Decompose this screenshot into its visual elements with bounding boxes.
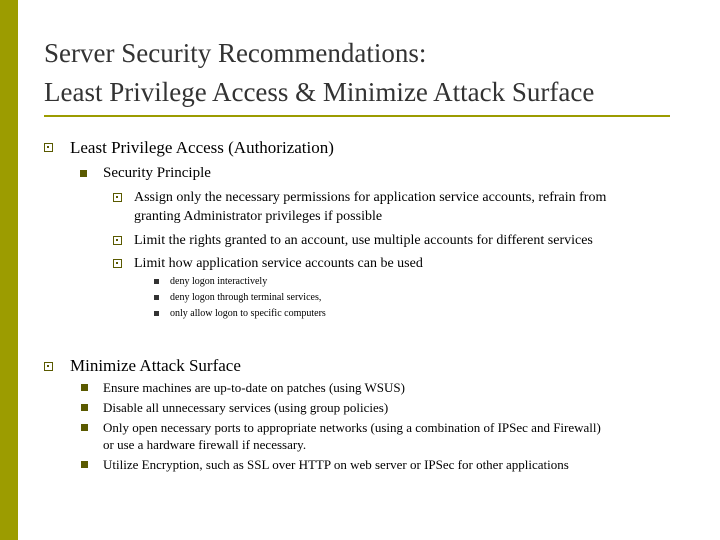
subpoint-3: only allow logon to specific computers <box>170 308 326 319</box>
open-square-bullet-icon <box>113 259 122 268</box>
filled-square-bullet-icon <box>81 384 88 391</box>
filled-square-bullet-icon <box>81 461 88 468</box>
title-line-1: Server Security Recommendations: <box>44 38 427 68</box>
small-square-bullet-icon <box>154 295 159 300</box>
title-line-2: Least Privilege Access & Minimize Attack Surface <box>44 77 595 107</box>
slide-title <box>44 34 714 112</box>
section1-heading: Least Privilege Access (Authorization) <box>70 138 334 157</box>
filled-square-bullet-icon <box>81 404 88 411</box>
subpoint-1: deny logon interactively <box>170 276 268 287</box>
point-2: Limit the rights granted to an account, use multiple accounts for different services <box>134 233 593 248</box>
subpoint-2: deny logon through terminal services, <box>170 292 322 303</box>
attack-item-4: Utilize Encryption, such as SSL over HTTP on web server or IPSec for other applications <box>103 457 569 472</box>
point-1-line-1: Assign only the necessary permissions for application service accounts, refrain from <box>134 190 607 205</box>
open-square-bullet-icon <box>113 236 122 245</box>
small-square-bullet-icon <box>154 311 159 316</box>
filled-square-bullet-icon <box>81 424 88 431</box>
point-1-line-2: granting Administrator privileges if possible <box>134 209 383 224</box>
title-divider <box>44 115 670 117</box>
open-square-bullet-icon <box>44 143 53 152</box>
open-square-bullet-icon <box>113 193 122 202</box>
small-square-bullet-icon <box>154 279 159 284</box>
attack-item-1: Ensure machines are up-to-date on patches (using WSUS) <box>103 380 405 395</box>
attack-item-3-line-1: Only open necessary ports to appropriate networks (using a combination of IPSec and Firewall) <box>103 420 601 435</box>
attack-item-3-line-2: or use a hardware firewall if necessary. <box>103 437 307 452</box>
filled-square-bullet-icon <box>80 170 87 177</box>
section2-heading: Minimize Attack Surface <box>70 356 241 375</box>
open-square-bullet-icon <box>44 362 53 371</box>
section1-subheading: Security Principle <box>103 165 211 181</box>
attack-item-2: Disable all unnecessary services (using group policies) <box>103 400 389 415</box>
point-3: Limit how application service accounts can be used <box>134 256 423 271</box>
left-accent-bar <box>0 0 18 540</box>
